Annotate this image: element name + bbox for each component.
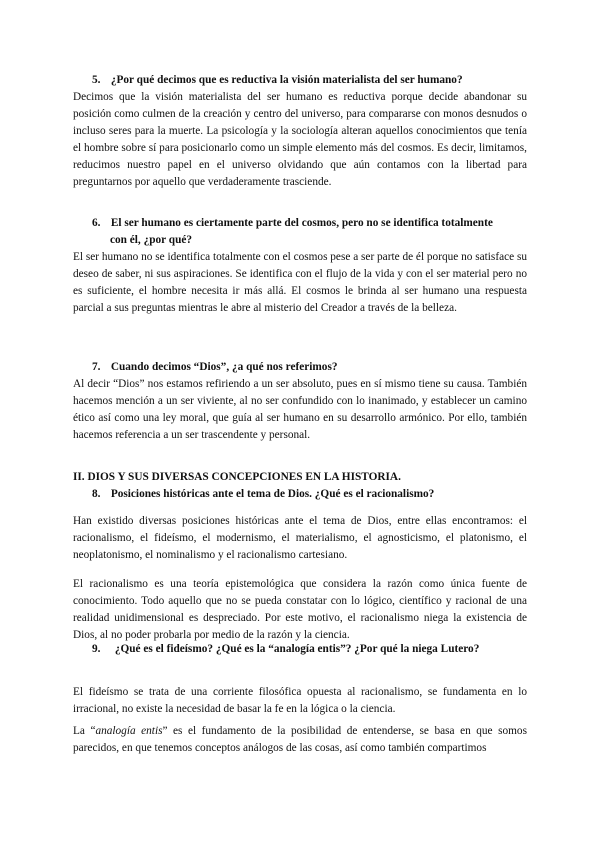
question-7-heading	[92, 359, 338, 376]
answer-9-paragraph-2	[73, 723, 527, 757]
question-number: 6.	[92, 217, 101, 229]
answer-5-paragraph: Decimos que la visión materialista del ser humano es reductiva porque decide abandonar su posición como culmen de la creación y centro del universo, para compararse con monos desnudos o incluso seres para la muerte. La psicología y la sociología alteran aquellos conocimientos que tenía el hombre sobre sí para posicionarlo como un simple elemento más del cosmos. Es decir, limitamos, reducimos nuestro papel en el universo olvidando que aún contamos con la libertad para preguntarnos por aquello que verdaderamente trasciende.	[73, 91, 527, 188]
answer-7-paragraph: Al decir “Dios” nos estamos refiriendo a un ser absoluto, pues en sí mismo tiene su causa. También hacemos mención a un ser viviente, al no ser confundido con lo inanimado, y establecer un camino ético así como una ley moral, que guía al ser humano en su desarrollo armónico. Por ello, también hacemos referencia a un ser trascendente y personal.	[73, 378, 527, 441]
question-title: ¿Por qué decimos que es reductiva la visión materialista del ser humano?	[110, 74, 463, 86]
question-number: 7.	[92, 361, 101, 373]
question-number: 5.	[92, 74, 101, 86]
answer-8-paragraph-1: Han existido diversas posiciones históricas ante el tema de Dios, entre ellas encontramos: el racionalismo, el fideísmo, el modernismo, el materialismo, el agnosticismo, el platonismo, el neoplatonismo, el nominalismo y el racionalismo cartesiano.	[73, 515, 527, 561]
question-number: 9.	[92, 643, 101, 655]
question-5-heading	[92, 72, 463, 89]
answer-9-paragraph-1: El fideísmo se trata de una corriente filosófica opuesta al racionalismo, se fundamenta en lo irracional, no existe la necesidad de basar la fe en la lógica o la ciencia.	[73, 686, 527, 715]
italic-term: analogía entis	[95, 725, 163, 737]
text-run: ” es el fundamento de la posibilidad de entenderse, se basa en que somos parecidos, en que tenemos conceptos análogos de las cosas, así como también compartimos	[73, 725, 527, 754]
question-title-line1: El ser humano es ciertamente parte del cosmos, pero no se identifica totalmente	[110, 217, 493, 229]
question-number: 8.	[92, 488, 101, 500]
question-title: Posiciones históricas ante el tema de Dios. ¿Qué es el racionalismo?	[110, 488, 435, 500]
text-run: La “	[73, 725, 96, 737]
answer-6-paragraph: El ser humano no se identifica totalmente con el cosmos pese a ser parte de él porque no satisface su deseo de saber, ni sus aspiraciones. Se identifica con el flujo de la vida y con el ser material pero no es suficiente, el hombre necesita ir más allá. El cosmos le brinda al ser humano una respuesta parcial a sus preguntas mientras le abre al misterio del Creador a través de la belleza.	[73, 251, 527, 314]
answer-8-paragraph-2: El racionalismo es una teoría epistemológica que considera la razón como única fuente de conocimiento. Todo aquello que no se pueda constatar con lo lógico, científico y racional de una realidad unidimensional es despreciado. Por este motivo, el racionalismo niega la existencia de Dios, al no poder probarla por medio de la razón y la ciencia.	[73, 578, 527, 641]
question-9-heading	[92, 641, 479, 658]
question-6-heading	[92, 215, 532, 249]
question-title: Cuando decimos “Dios”, ¿a qué nos referimos?	[110, 361, 338, 373]
question-title-line2: con él, ¿por qué?	[110, 234, 193, 246]
question-title: ¿Qué es el fideísmo? ¿Qué es la “analogía entis”? ¿Por qué la niega Lutero?	[114, 643, 480, 655]
question-8-heading	[92, 486, 434, 503]
section-2-heading: II. DIOS Y SUS DIVERSAS CONCEPCIONES EN LA HISTORIA.	[73, 471, 401, 483]
